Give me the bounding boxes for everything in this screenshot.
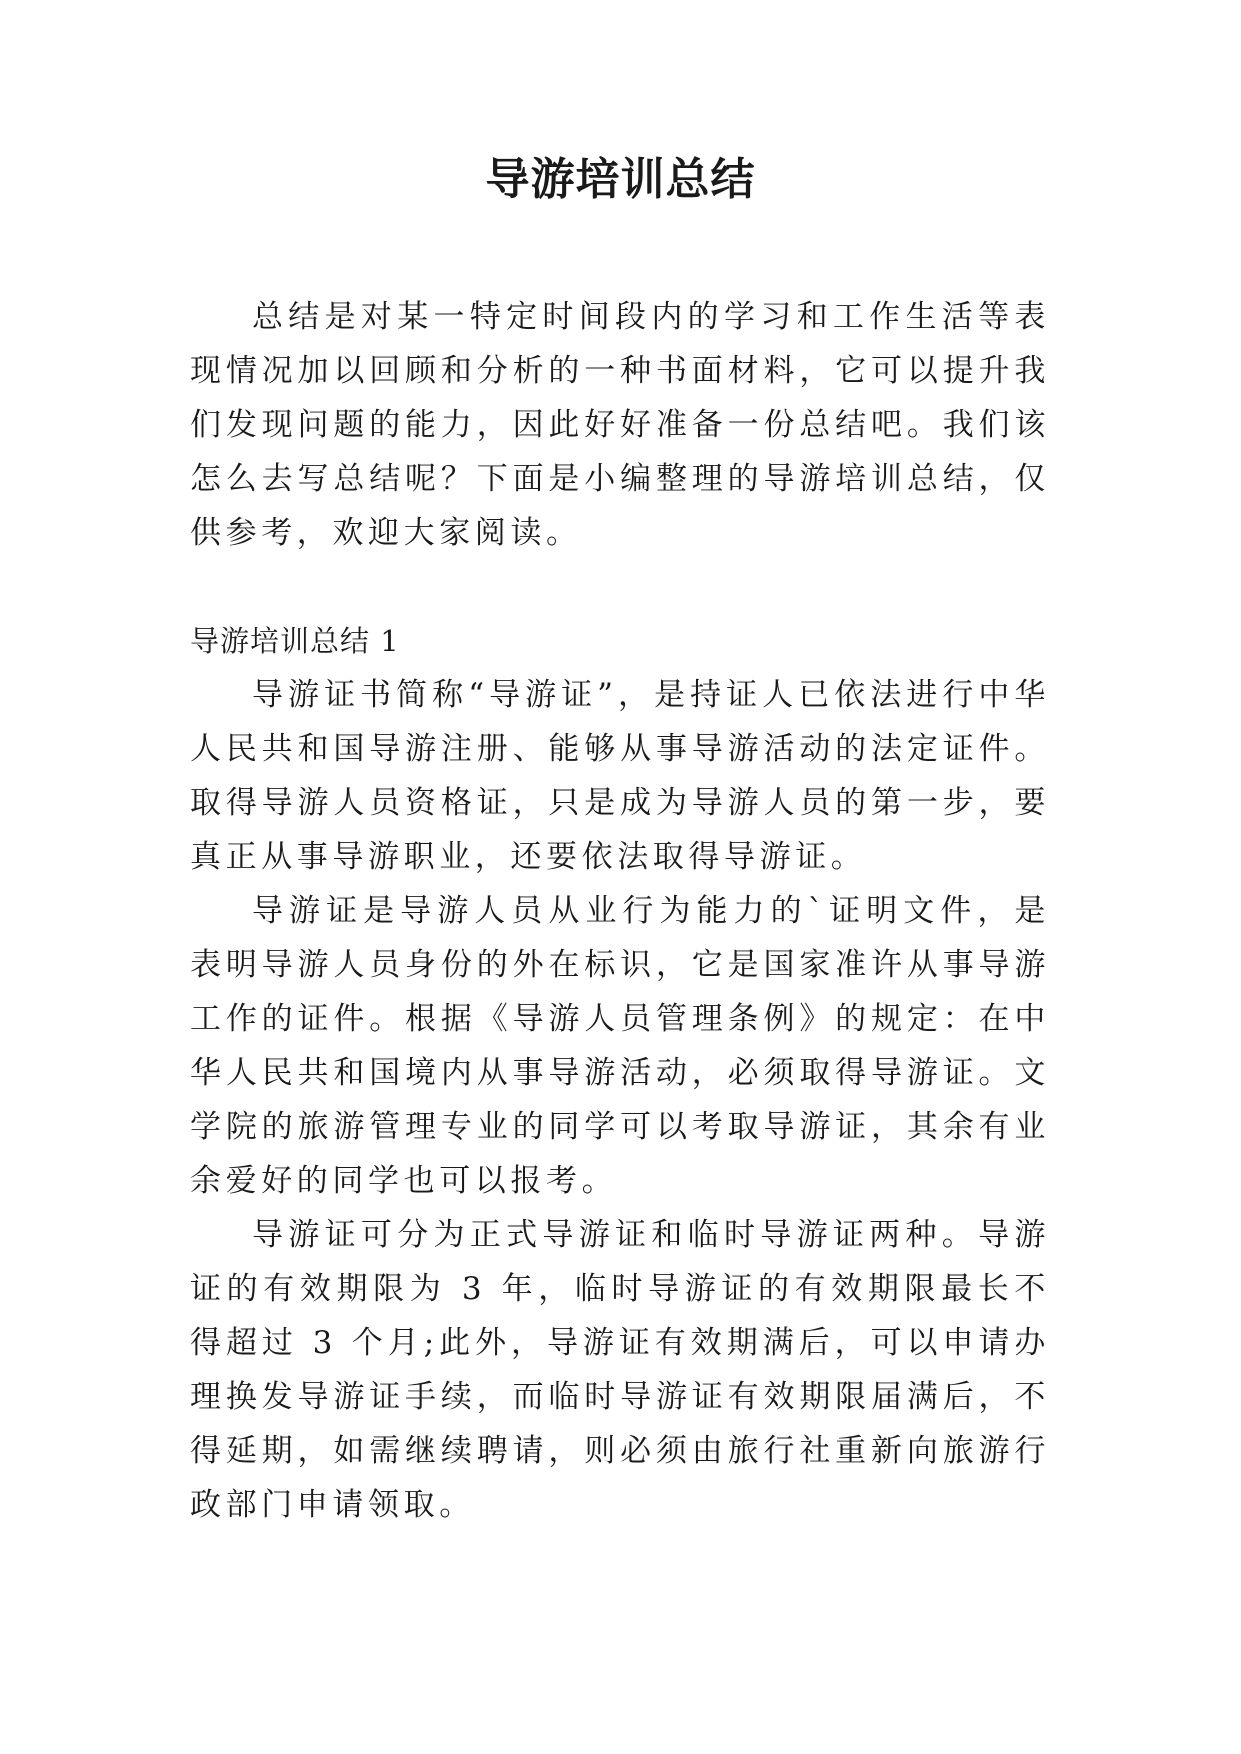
intro-paragraph: 总结是对某一特定时间段内的学习和工作生活等表现情况加以回顾和分析的一种书面材料，它可以提升我们发现问题的能力，因此好好准备一份总结吧。我们该怎么去写总结呢？下面是小编整理的导游培训总结，仅供参考，欢迎大家阅读。 — [190, 299, 1050, 551]
document-body — [190, 290, 1050, 1532]
body-paragraph-3: 导游证可分为正式导游证和临时导游证两种。导游证的有效期限为 3 年，临时导游证的有效期限最长不得超过 3 个月;此外，导游证有效期满后，可以申请办理换发导游证手续，而临时导游证有效期限届满后，不得延期，如需继续聘请，则必须由旅行社重新向旅游行政部门申请领取。 — [190, 1217, 1050, 1523]
body-paragraph-1: 导游证书简称“导游证”，是持证人已依法进行中华人民共和国导游注册、能够从事导游活动的法定证件。取得导游人员资格证，只是成为导游人员的第一步，要真正从事导游职业，还要依法取得导游证。 — [190, 677, 1050, 875]
section-heading: 导游培训总结 1 — [190, 624, 400, 658]
document-title: 导游培训总结 — [485, 154, 756, 205]
body-paragraph-2: 导游证是导游人员从业行为能力的`证明文件，是表明导游人员身份的外在标识，它是国家准许从事导游工作的证件。根据《导游人员管理条例》的规定：在中华人民共和国境内从事导游活动，必须取得导游证。文学院的旅游管理专业的同学可以考取导游证，其余有业余爱好的同学也可以报考。 — [190, 893, 1050, 1199]
